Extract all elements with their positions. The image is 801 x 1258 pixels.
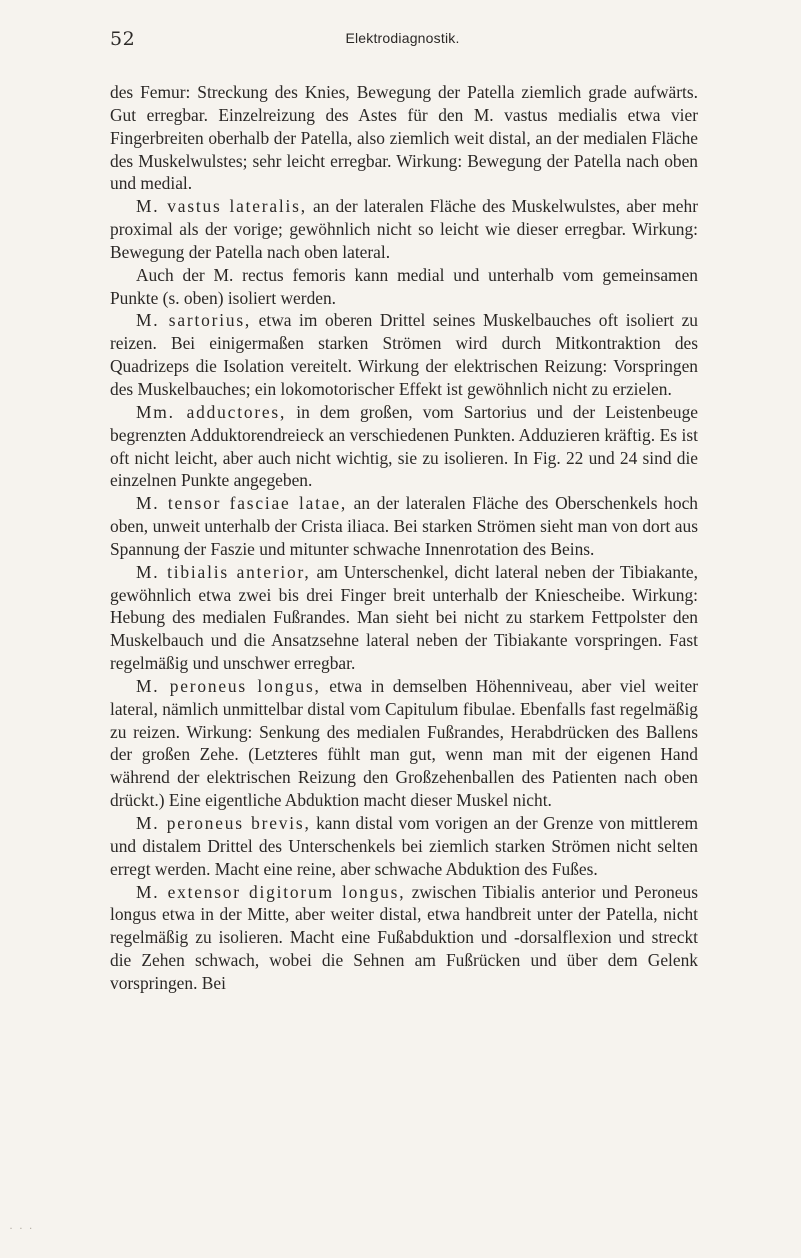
paragraph-text: zwischen Tibialis anterior und Peroneus longus etwa in der Mitte, aber weiter distal, etwa handbreit unter der Patella, nicht regelmäßig zu isolieren. Macht eine Fußabduktion und -dorsalflexion und streckt die Zehen schwach, wobei die Sehnen am Fußrücken und über dem Gelenk vorspringen. Bei [110,881,698,993]
paragraph-text: etwa im oberen Drittel seines Muskelbauches oft isoliert zu reizen. Bei einigermaßen starken Strömen wird durch Mitkontraktion des Quadrizeps die Isolation vereitelt. Wirkung der elektrischen Reizung: Vorspringen des Muskelbauches; ein lokomotorischer Effekt ist gewöhnlich nicht zu erzielen. [110,310,698,399]
muscle-name: Mm. adductores, [136,401,287,422]
muscle-name: M. vastus lateralis, [136,196,307,217]
running-title: Elektrodiagnostik. [345,30,460,46]
paragraph [110,492,698,561]
paragraph-text: an der lateralen Fläche des Muskelwulstes, aber mehr proximal als der vorige; gewöhnlich nicht so leicht wie dieser erregbar. Wirkung: Bewegung der Patella nach oben lateral. [110,196,698,262]
paragraph-text: in dem großen, vom Sartorius und der Leistenbeuge begrenzten Adduktorendreieck an verschiedenen Punkten. Adduzieren kräftig. Es ist oft nicht leicht, aber auch nicht wichtig, sie zu isolieren. In Fig. 22 und 24 sind die einzelnen Punkte angegeben. [110,401,698,491]
muscle-name: M. peroneus brevis, [136,813,311,833]
paragraph [110,309,698,400]
muscle-name: M. peroneus longus, [136,675,321,696]
paragraph-text: des Femur: Streckung des Knies, Bewegung der Patella ziemlich grade aufwärts. Gut erregbar. Einzelreizung des Astes für den M. vastus medialis etwa vier Fingerbreiten oberhalb der Patella, also ziemlich weit distal, an der medialen Fläche des Muskelwulstes; sehr leicht erregbar. Wirkung: Bewegung der Patella nach oben und medial. [110,82,698,194]
paragraph [110,881,698,995]
page-number: 52 [110,28,136,50]
paragraph-text: an der lateralen Fläche des Oberschenkels hoch oben, unweit unterhalb der Crista iliaca. Bei starken Strömen sieht man von dort aus Spannung der Faszie und mitunter schwache Innenrotation des Beins. [110,493,698,559]
paragraph-text: kann distal vom vorigen an der Grenze von mittlerem und distalem Drittel des Unterschenkels bei ziemlich starken Strömen nicht selten erregt werden. Macht eine reine, aber schwache Abduktion des Fußes. [110,813,698,879]
body-text [110,81,698,995]
paragraph-text: Auch der M. rectus femoris kann medial und unterhalb vom gemeinsamen Punkte (s. oben) isoliert werden. [110,264,698,308]
paragraph [110,195,698,264]
muscle-name: M. sartorius, [136,310,252,331]
muscle-name: M. tensor fasciae latae, [136,493,347,514]
paragraph [110,81,698,195]
page-header [110,28,695,58]
print-smudge-icon: ˙ ˙ ˙ [8,1226,34,1240]
muscle-name: M. extensor digitorum longus, [136,881,406,902]
muscle-name: M. tibialis anterior, [136,561,311,582]
paragraph [110,401,698,492]
paragraph [110,264,698,310]
paragraph [110,812,698,881]
paragraph [110,675,698,812]
paragraph [110,561,698,675]
paragraph-text: etwa in demselben Höhenniveau, aber viel weiter lateral, nämlich unmittelbar distal vom Capitulum fibulae. Ebenfalls fast regelmäßig zu reizen. Wirkung: Senkung des medialen Fußrandes, Herabdrücken des Ballens der großen Zehe. (Letzteres fühlt man gut, wenn man mit der eigenen Hand während der elektrischen Reizung den Großzehenballen des Patienten nach oben drückt.) Eine eigentliche Abduktion macht dieser Muskel nicht. [110,675,698,811]
paragraph-text: am Unterschenkel, dicht lateral neben der Tibiakante, gewöhnlich etwa zwei bis drei Finger breit unterhalb der Kniescheibe. Wirkung: Hebung des medialen Fußrandes. Man sieht bei nicht zu starkem Fettpolster den Muskelbauch und die Ansatzsehne lateral neben der Tibiakante vorspringen. Fast regelmäßig und unschwer erregbar. [110,561,698,674]
